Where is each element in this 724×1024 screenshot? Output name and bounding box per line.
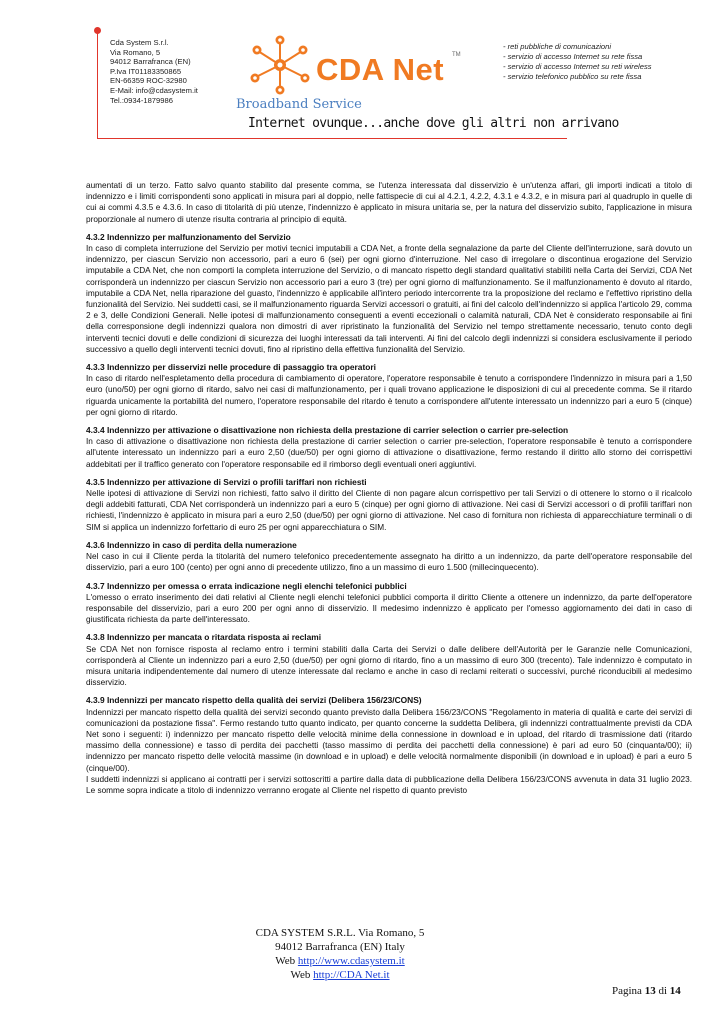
section-paragraph: Nelle ipotesi di attivazione di Servizi non richiesti, fatto salvo il diritto del Cliente di non pagare alcun corrispettivo per tali Servizi o di ottenere lo storno o il ricalcolo degli addebiti fatturati, CDA Net corrisponderà un indennizzo pari a euro 5 (cinque) per ogni giorno di attivazione. Nei casi di Servizi accessori o di profili tariffari non richiesti, l'indennizzo è applicato in misura pari a euro 2,50 (due/50) per ogni giorno di attivazione. Nel caso di fornitura non richiesta di apparecchiature terminali o di SIM si applica un indennizzo forfettario di euro 25 per ogni apparecchiatura o SIM. <box>86 489 692 532</box>
section-paragraph: Nel caso in cui il Cliente perda la titolarità del numero telefonico precedentemente assegnato ha diritto a un indennizzo, da parte dell'operatore responsabile del disservizio, pari a euro 100 (cento) per ogni anno di precedente utilizzo, fino a un massimo di euro 1.500 (millecinquecento). <box>86 552 692 573</box>
section-heading: 4.3.9 Indennizzi per mancato rispetto della qualità dei servizi (Delibera 156/23/CONS) <box>86 695 422 706</box>
section-paragraph: Indennizzi per mancato rispetto della qualità dei servizi secondo quanto previsto dalla Delibera 156/23/CONS "Regolamento in materia di qualità e carte dei servizi di comunicazioni da postazione fissa". Fermo restando tutto quanto indicato, per quanto concerne la suddetta Delibera, gli indennizzi contrattualmente previsti da CDA Net sono i seguenti: i) indennizzo per mancato rispetto delle velocità minime della connessione in download e in upload, del ritardo di trasmissione dati (ritardo massimo della connessione) e tasso di perdita dei pacchetti (tasso massimo di perdita dei pacchetti della connessione) è pari ad euro 50 (cinquanta/00); ii) indennizzo per mancato rispetto delle velocità massime (in download e in upload) e delle velocità normalmente disponibili (in download e in upload) è pari a euro 5 (cinque/00). <box>86 707 692 773</box>
company-line: E-Mail: info@cdasystem.it <box>110 85 198 95</box>
company-line: P.Iva IT01183350865 <box>110 66 182 76</box>
section-4-3-4 <box>86 425 692 470</box>
page-number <box>612 985 681 997</box>
header-horizontal-rule <box>97 138 567 139</box>
page-current: 13 <box>644 985 656 997</box>
section-4-3-5 <box>86 477 692 533</box>
footer-address-line: CDA SYSTEM S.R.L. Via Romano, 5 <box>255 927 425 939</box>
intro-paragraph: aumentati di un terzo. Fatto salvo quanto stabilito dal presente comma, se l'utenza interessata dal disservizio è un'utenza affari, gli importi indicati a titolo di indennizzo e i limiti corrispondenti sono applicati in misura pari al doppio, nelle fattispecie di cui al 4.2.1, 4.2.2, 4.3.1 e 4.3.2, e in misura pari al quadruplo in quelle di cui ai commi 4.3.5 e 4.3.6. In caso di titolarità di più utenze, l'indennizzo è applicato in misura unitaria se, per la natura del disservizio subito, l'applicazione in misura proporzionale al numero di utenze risulta contraria al principio di equità. <box>86 181 692 224</box>
footer-link-cdanet[interactable]: http://CDA Net.it <box>313 969 390 981</box>
section-paragraph: In caso di attivazione o disattivazione non richiesta della prestazione di carrier selection o carrier pre-selection, l'operatore responsabile è tenuto a corrispondere all'utente interessato un indennizzo pari a euro 2,50 (due/50) per ogni giorno di attivazione o disattivazione, fermo restando il diritto allo storno dei corrispettivi addebitati per il traffico generato con l'operatore responsabile ed il rimborso degli eventuali oneri aggiuntivi. <box>86 437 692 469</box>
section-4-3-8 <box>86 632 692 688</box>
section-heading: 4.3.3 Indennizzo per disservizi nelle procedure di passaggio tra operatori <box>86 362 376 373</box>
section-4-3-6 <box>86 540 692 574</box>
trademark-mark: TM <box>452 52 461 58</box>
footer-web-label: Web <box>275 955 298 967</box>
page-total: 14 <box>669 985 681 997</box>
section-4-3-3 <box>86 362 692 418</box>
section-4-3-9 <box>86 695 692 796</box>
section-heading: 4.3.8 Indennizzo per mancata o ritardata risposta ai reclami <box>86 632 322 643</box>
network-molecule-logo-icon <box>244 33 318 97</box>
section-paragraph: I suddetti indennizzi si applicano ai contratti per i servizi sottoscritti a partire dalla data di pubblicazione della Delibera 156/23/CONS avvenuta in data 31 luglio 2023. Le somme sopra indicate a titolo di indennizzo verranno erogate al Cliente nel rispetto di quanto previsto <box>86 774 692 795</box>
company-line: Tel.:0934-1879986 <box>110 95 173 105</box>
page-word: Pagina <box>612 985 645 997</box>
service-item: - servizio di accesso Internet su rete fissa <box>503 52 643 61</box>
section-paragraph: In caso di completa interruzione del Servizio per motivi tecnici imputabili a CDA Net, a fronte della segnalazione da parte del Cliente dell'interruzione, sarà dovuto un indennizzo, per ciascun Servizio non accessorio, pari a euro 6 (sei) per ogni giorno d'interruzione. Nel caso di irregolare o discontinua erogazione del Servizio imputabile a CDA Net, che non comporti la completa interruzione del Servizio, o di mancato rispetto degli standard qualitativi stabiliti nella Carta dei Servizi, CDA Net corrisponderà un indennizzo per ciascun Servizio non accessorio pari a euro 3 (tre) per ogni giorno di malfunzionamento. Se il malfunzionamento è dovuto al ritardo, imputabile a CDA Net, nella riparazione del guasto, l'indennizzo è applicabile all'intero periodo intercorrente tra la proposizione del reclamo e l'effettivo ripristino della funzionalità del Servizio. Nei suddetti casi, se il malfunzionamento riguarda Servizi accessori o gratuiti, ai fini del calcolo dell'indennizzo si applica l'articolo 29, comma 2 e 3, delle Condizioni Generali. Nelle ipotesi di malfunzionamento conseguenti a eventi eccezionali o calamità naturali, CDA Net è considerato responsabile ai fini della corresponsione degli indennizzi qualora non dimostri di aver ripristinato la funzionalità del Servizio nel tempo strettamente necessario, tenuto conto degli interventi tecnici dovuti e delle condizioni di sicurezza dei luoghi interessati da tali interventi. Ai fini del calcolo degli indennizzi si considera esclusivamente il periodo successivo a quello degli interventi tecnici dovuti, fino al ripristino della effettiva funzionalità del Servizio. <box>86 244 692 354</box>
footer-web-line <box>220 968 460 982</box>
footer-city-line: 94012 Barrafranca (EN) Italy <box>275 941 405 953</box>
company-line: EN-66359 ROC-32980 <box>110 76 187 86</box>
brand-logo-text: CDA Net <box>316 52 445 87</box>
section-paragraph: L'omesso o errato inserimento dei dati relativi al Cliente negli elenchi telefonici pubblici comporta il diritto Cliente a ottenere un indennizzo, da parte dell'operatore responsabile del disservizio, pari a euro 200 per ogni anno di disservizio. Il medesimo indennizzo è applicato per l'omesso aggiornamento dei dati in caso di giustificata richiesta da parte dell'interessato. <box>86 592 692 625</box>
brand-tagline: Internet ovunque...anche dove gli altri non arrivano <box>248 116 619 131</box>
section-heading: 4.3.5 Indennizzo per attivazione di Servizi o profili tariffari non richiesti <box>86 476 367 487</box>
footer-web-label: Web <box>290 969 314 981</box>
section-4-3-7 <box>86 581 692 626</box>
section-heading: 4.3.2 Indennizzo per malfunzionamento del Servizio <box>86 231 291 242</box>
section-heading: 4.3.6 Indennizzo in caso di perdita della numerazione <box>86 539 297 550</box>
section-paragraph: In caso di ritardo nell'espletamento della procedura di cambiamento di operatore, l'operatore responsabile è tenuto a corrispondere l'indennizzo in misura pari a 1,50 euro (uno/50) per ogni giorno di ritardo, salvo nei casi di malfunzionamento, per i quali trovano applicazione le disposizioni di cui al precedente comma. Se il ritardo riguarda unicamente la portabilità del numero, l'operatore responsabile del ritardo è tenuto a corrispondere all'utente interessato un indennizzo pari a euro 5 (cinque) per ogni giorno di ritardo. <box>86 374 692 417</box>
header-vertical-rule <box>97 30 98 138</box>
page-of: di <box>655 985 670 997</box>
service-item: - reti pubbliche di comunicazioni <box>503 42 612 51</box>
service-item: - servizio di accesso Internet su reti wireless <box>503 62 652 71</box>
company-line: Cda System S.r.l. <box>110 38 169 47</box>
footer-link-cdasystem[interactable]: http://www.cdasystem.it <box>297 955 405 967</box>
company-line: 94012 Barrafranca (EN) <box>110 57 191 67</box>
company-line: Via Romano, 5 <box>110 47 161 57</box>
page-header <box>0 0 724 140</box>
section-4-3-2 <box>86 232 692 355</box>
section-heading: 4.3.4 Indennizzo per attivazione o disattivazione non richiesta della prestazione di carrier selection o carrier pre-selection <box>86 425 569 436</box>
company-address-block <box>110 38 198 105</box>
services-list <box>503 42 652 82</box>
page-footer <box>220 926 460 982</box>
document-body <box>86 180 692 796</box>
section-heading: 4.3.7 Indennizzo per omessa o errata indicazione negli elenchi telefonici pubblici <box>86 580 407 591</box>
section-paragraph: Se CDA Net non fornisce risposta al reclamo entro i termini stabiliti dalla Carta dei Servizi o dalle delibere dell'Autorità per le Garanzie nelle Comunicazioni, corrisponderà al Cliente un indennizzo pari a euro 2,50 (due/50) per ogni giorno di ritardo, fino a un massimo di euro 300 (trecento). Tale indennizzo è computato in misura unitaria indipendentemente dal numero di utenze interessate dal reclamo e anche in caso di reclami reiterati o successivi, purché riconducibili al medesimo disservizio. <box>86 644 692 688</box>
footer-web-line <box>220 954 460 968</box>
service-item: - servizio telefonico pubblico su rete fissa <box>503 72 642 81</box>
broadband-service-label: Broadband Service <box>236 97 362 112</box>
